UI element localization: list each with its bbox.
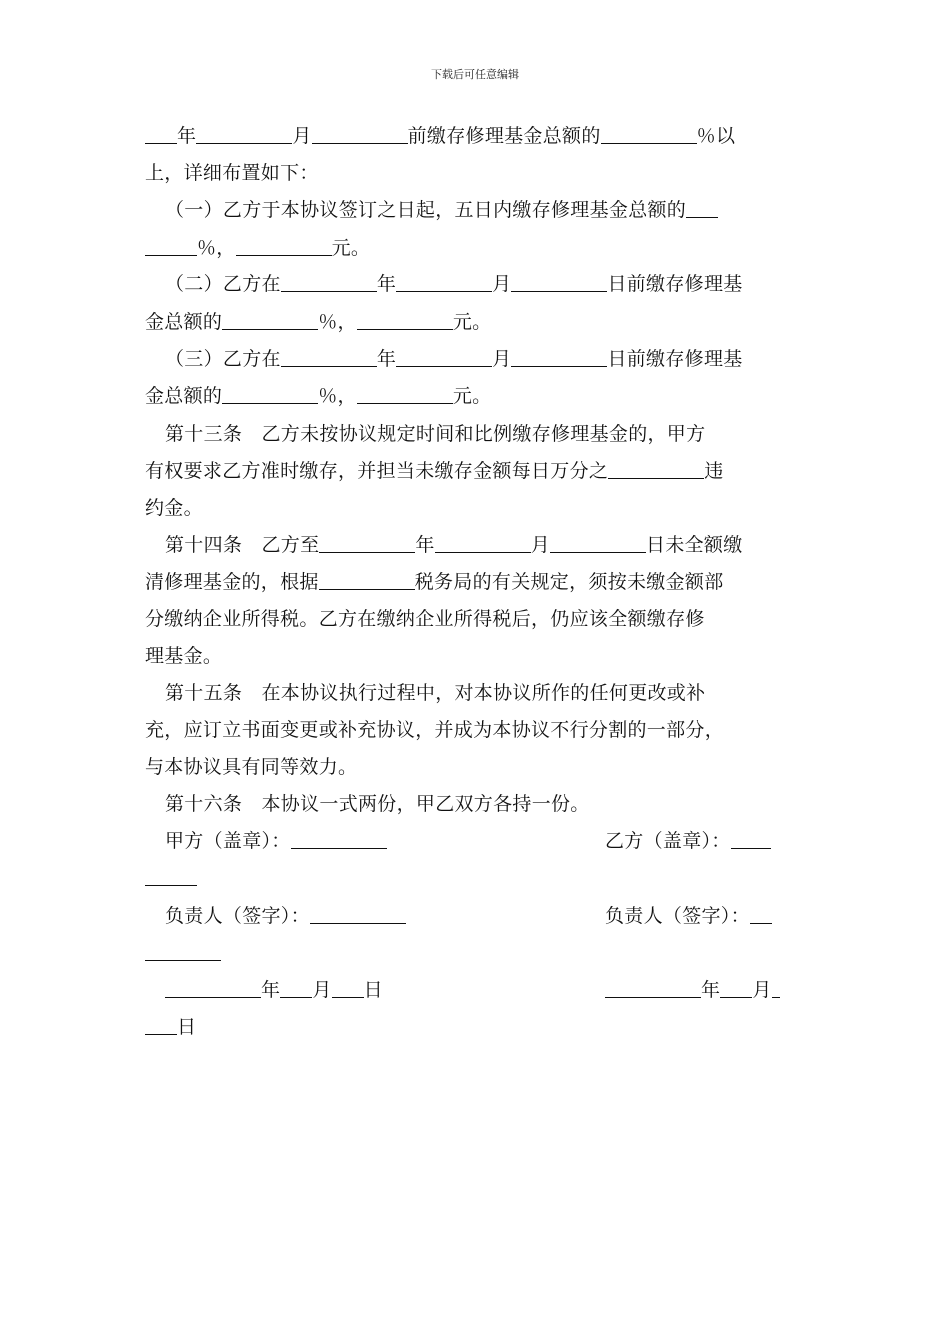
blank: [236, 237, 332, 256]
blank: [145, 867, 197, 886]
party-a-seal: 甲方（盖章）：: [165, 829, 387, 853]
blank: [281, 348, 377, 367]
header-note: 下载后可任意编辑: [431, 68, 519, 81]
blank: [145, 1016, 177, 1035]
blank: [550, 534, 646, 553]
blank: [145, 942, 221, 961]
text-line: 上，详细布置如下：: [145, 162, 319, 184]
blank: [435, 534, 531, 553]
party-b-seal: 乙方（盖章）：: [605, 829, 771, 853]
blank: [357, 385, 453, 404]
party-b-seal-cont: [145, 866, 197, 890]
blank: [720, 979, 752, 998]
text-line: 第十六条 本协议一式两份，甲乙双方各持一份。: [165, 793, 590, 815]
party-b-date: 年 月: [605, 978, 780, 1002]
blank: [731, 830, 771, 849]
text-line: 金总额的 ％， 元。: [145, 311, 492, 333]
party-b-sign-cont: [145, 941, 221, 965]
blank: [396, 273, 492, 292]
blank: [145, 125, 177, 144]
blank: [281, 273, 377, 292]
text-line: 第十五条 在本协议执行过程中，对本协议所作的任何更改或补: [165, 682, 706, 704]
party-b-date-cont: 日: [145, 1015, 196, 1039]
blank: [310, 905, 406, 924]
blank: [511, 348, 607, 367]
blank: [608, 460, 704, 479]
blank: [750, 905, 772, 924]
blank: [686, 199, 718, 218]
text-line: 金总额的 ％， 元。: [145, 385, 492, 407]
blank: [319, 571, 415, 590]
blank: [312, 125, 408, 144]
party-a-date: 年 月 日: [165, 978, 383, 1002]
blank: [165, 979, 261, 998]
text-line: ％， 元。: [145, 236, 370, 260]
blank: [280, 979, 312, 998]
blank: [222, 311, 318, 330]
text-line: 约金。: [145, 497, 203, 519]
text-line: （三）乙方在 年 月 日前缴存修理基: [165, 348, 743, 370]
blank: [196, 125, 292, 144]
party-a-sign: 负责人（签字）：: [165, 904, 406, 928]
text-line: （二）乙方在 年 月 日前缴存修理基: [165, 273, 743, 295]
blank: [319, 534, 415, 553]
blank: [601, 125, 697, 144]
blank: [396, 348, 492, 367]
text-line: 充，应订立书面变更或补充协议，并成为本协议不行分割的一部分，: [145, 719, 725, 741]
text-line: 年 月 前缴存修理基金总额的 ％以: [145, 124, 735, 148]
party-b-sign: 负责人（签字）：: [605, 904, 772, 928]
blank: [772, 979, 780, 998]
blank: [291, 830, 387, 849]
blank: [511, 273, 607, 292]
blank: [357, 311, 453, 330]
text-line: （一）乙方于本协议签订之日起，五日内缴存修理基金总额的: [165, 198, 718, 222]
text-line: 第十三条 乙方未按协议规定时间和比例缴存修理基金的，甲方: [165, 423, 706, 445]
blank: [222, 385, 318, 404]
text-line: 有权要求乙方准时缴存，并担当未缴存金额每日万分之 违: [145, 460, 724, 482]
text-line: 清修理基金的，根据 税务局的有关规定，须按未缴金额部: [145, 571, 724, 593]
text-line: 理基金。: [145, 645, 223, 667]
blank: [605, 979, 701, 998]
blank: [332, 979, 364, 998]
text-line: 分缴纳企业所得税。乙方在缴纳企业所得税后，仍应该全额缴存修: [145, 608, 705, 630]
text-line: 与本协议具有同等效力。: [145, 756, 358, 778]
blank: [145, 237, 197, 256]
text-line: 第十四条 乙方至 年 月 日未全额缴: [165, 534, 743, 556]
